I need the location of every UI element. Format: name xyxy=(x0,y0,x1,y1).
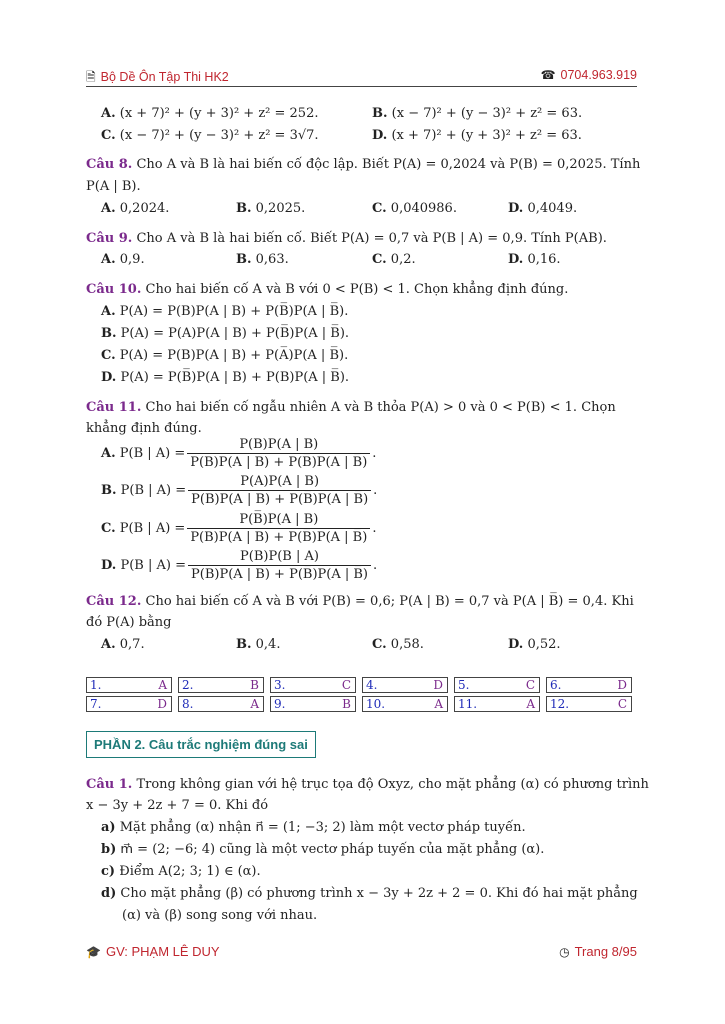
q12-option-d: D. 0,52. xyxy=(508,637,561,652)
p2-q1-item-b: b) m⃗ = (2; −6; 4) cũng là một vectơ pháp tuyến của mặt phẳng (α). xyxy=(101,842,545,857)
p2-q1-stem: Câu 1. Trong không gian với hệ trục tọa độ Oxyz, cho mặt phẳng (α) có phương trình xyxy=(86,777,649,792)
q7-option-a: A. (x + 7)² + (y + 3)² + z² = 252. xyxy=(101,106,319,121)
p2-q1-item-c: c) Điểm A(2; 3; 1) ∈ (α). xyxy=(101,864,261,879)
q8-option-c: C. 0,040986. xyxy=(372,201,457,216)
q11-stem-2: khẳng định đúng. xyxy=(86,421,202,436)
document-icon: 🗎 xyxy=(86,70,96,84)
answer-cell: 8. A xyxy=(178,696,264,712)
q7-option-d: D. (x + 7)² + (y + 3)² + z² = 63. xyxy=(372,128,582,143)
answer-cell: 7. D xyxy=(86,696,172,712)
q9-option-b: B. 0,63. xyxy=(236,252,289,267)
q8-option-a: A. 0,2024. xyxy=(101,201,170,216)
phone-icon: ☎ xyxy=(540,68,556,82)
answer-cell: 2. B xyxy=(178,677,264,693)
q11-option-d: D. P(B | A) = $\frac{P(B)P(B | A)}{P(B)P(A | B) + P(B̅)P(A | B̅)}$ . xyxy=(101,549,378,582)
q10-option-a: A. P(A) = P(B)P(A | B) + P(B̅)P(A | B̅). xyxy=(101,304,349,319)
q11-option-a: A. P(B | A) = $\frac{P(B)P(A | B)}{P(B)P(A | B) + P(B̅)P(A | B̅)}$ . xyxy=(101,437,377,470)
q8-stem-2: P(A | B). xyxy=(86,179,141,194)
answer-cell: 11. A xyxy=(454,696,540,712)
answer-row xyxy=(86,677,632,693)
p2-q1-item-d: d) Cho mặt phẳng (β) có phương trình x − 3y + 2z + 2 = 0. Khi đó hai mặt phẳng xyxy=(101,886,638,901)
q8-option-d: D. 0,4049. xyxy=(508,201,578,216)
answer-row xyxy=(86,696,632,712)
answer-cell: 6. D xyxy=(546,677,632,693)
q12-option-b: B. 0,4. xyxy=(236,637,281,652)
answer-cell: 10. A xyxy=(362,696,448,712)
q8-option-b: B. 0,2025. xyxy=(236,201,306,216)
graduation-cap-icon: 🎓 xyxy=(86,945,101,959)
page-header xyxy=(86,68,637,87)
q12-stem: Câu 12. Cho hai biến cố A và B với P(B) = 0,6; P(A | B) = 0,7 và P(A | B̅) = 0,4. Khi xyxy=(86,594,634,609)
answer-key-table xyxy=(80,674,638,715)
q12-option-a: A. 0,7. xyxy=(101,637,145,652)
q11-option-b: B. P(B | A) = $\frac{P(A)P(A | B)}{P(B)P(A | B) + P(B̅)P(A | B̅)}$ . xyxy=(101,474,378,507)
q10-option-d: D. P(A) = P(B̅)P(A | B) + P(B)P(A | B̅). xyxy=(101,370,350,385)
q11-option-c: C. P(B | A) = $\frac{P(B̅)P(A | B)}{P(B)P(A | B) + P(B̅)P(A | B̅)}$ . xyxy=(101,512,377,545)
footer-teacher: GV: PHẠM LÊ DUY xyxy=(105,944,220,959)
q7-option-b: B. (x − 7)² + (y − 3)² + z² = 63. xyxy=(372,106,583,121)
footer-page: Trang 8/95 xyxy=(574,944,637,959)
q9-option-a: A. 0,9. xyxy=(101,252,145,267)
answer-cell: 5. C xyxy=(454,677,540,693)
q10-option-b: B. P(A) = P(A)P(A | B) + P(B̅)P(A | B̅). xyxy=(101,326,350,341)
q11-stem: Câu 11. Cho hai biến cố ngẫu nhiên A và B thỏa P(A) > 0 và 0 < P(B) < 1. Chọn xyxy=(86,400,616,415)
p2-q1-stem-2: x − 3y + 2z + 7 = 0. Khi đó xyxy=(86,798,269,813)
answer-cell: 9. B xyxy=(270,696,356,712)
header-phone: 0704.963.919 xyxy=(560,68,637,82)
clock-icon: ◷ xyxy=(559,945,570,959)
q8-stem: Câu 8. Cho A và B là hai biến cố độc lập. Biết P(A) = 0,2024 và P(B) = 0,2025. Tính xyxy=(86,157,641,172)
answer-cell: 1. A xyxy=(86,677,172,693)
q12-stem-2: đó P(A) bằng xyxy=(86,615,172,630)
q10-option-c: C. P(A) = P(B)P(A | B) + P(A̅)P(A | B̅). xyxy=(101,348,349,363)
part2-heading: PHẦN 2. Câu trắc nghiệm đúng sai xyxy=(86,731,316,758)
q12-option-c: C. 0,58. xyxy=(372,637,424,652)
answer-cell: 12. C xyxy=(546,696,632,712)
q9-option-c: C. 0,2. xyxy=(372,252,416,267)
answer-cell: 4. D xyxy=(362,677,448,693)
q10-stem: Câu 10. Cho hai biến cố A và B với 0 < P(B) < 1. Chọn khẳng định đúng. xyxy=(86,282,569,297)
q9-stem: Câu 9. Cho A và B là hai biến cố. Biết P(A) = 0,7 và P(B | A) = 0,9. Tính P(AB). xyxy=(86,231,607,246)
answer-cell: 3. C xyxy=(270,677,356,693)
q9-option-d: D. 0,16. xyxy=(508,252,561,267)
q7-option-c: C. (x − 7)² + (y − 3)² + z² = 3√7. xyxy=(101,128,319,143)
p2-q1-item-a: a) Mặt phẳng (α) nhận n⃗ = (1; −3; 2) làm một vectơ pháp tuyến. xyxy=(101,820,526,835)
header-title: Bộ Dề Ôn Tập Thi HK2 xyxy=(100,70,229,84)
p2-q1-item-d-2: (α) và (β) song song với nhau. xyxy=(122,908,318,923)
